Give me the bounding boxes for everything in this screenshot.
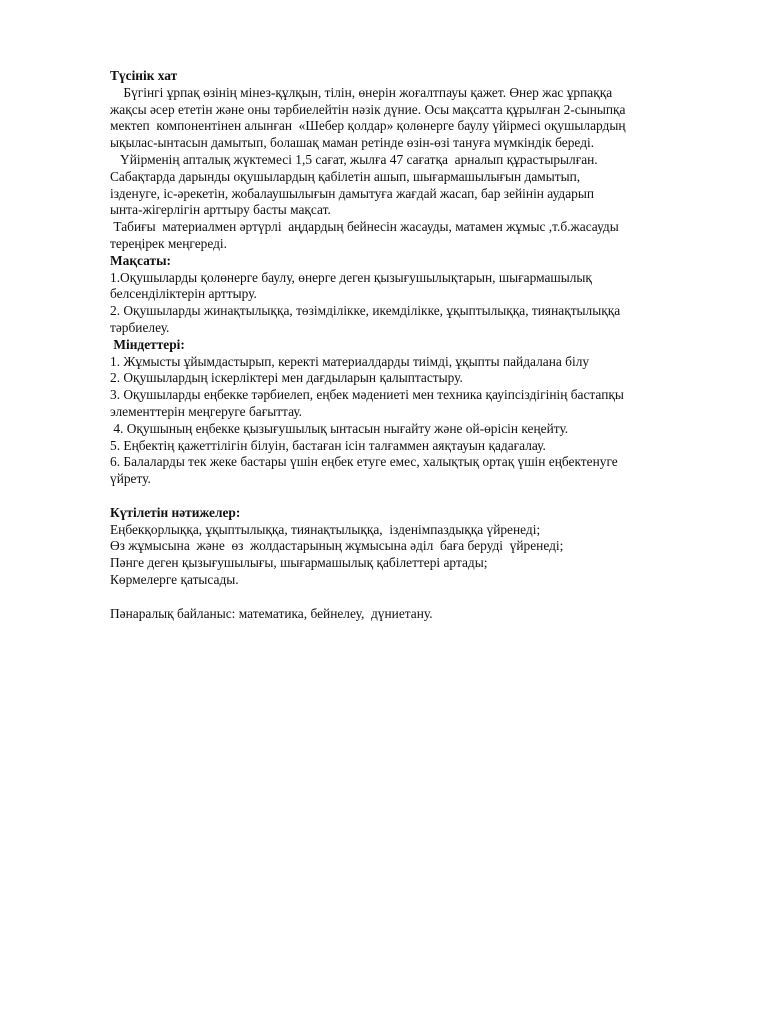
- intro-line: тереңірек меңгереді.: [110, 235, 227, 251]
- section-spacer: [110, 488, 714, 505]
- links-section: [110, 606, 714, 623]
- intro-line: Үйірменің апталық жүктемесі 1,5 сағат, жылға 47 сағатқа арналып құрастырылған.: [110, 151, 598, 167]
- tasks-line: үйрету.: [110, 471, 151, 487]
- results-line: Өз жұмысына және өз жолдастарының жұмысына әділ баға беруді үйренеді;: [110, 538, 564, 554]
- tasks-line: 1. Жұмысты ұйымдастырып, керекті материалдарды тиімді, ұқыпты пайдалана білу: [110, 353, 590, 369]
- intro-line: Табиғы материалмен әртүрлі аңдардың бейнесін жасауды, матамен жұмыс ,т.б.жасауды: [110, 219, 619, 235]
- document-title: Түсінік хат: [110, 68, 178, 83]
- intro-section: [110, 85, 714, 253]
- goals-line: белсенділіктерін арттыру.: [110, 286, 257, 302]
- tasks-heading: Міндеттері:: [110, 336, 185, 352]
- results-heading: Күтілетін нәтижелер:: [110, 504, 241, 520]
- tasks-line: элементтерін меңгеруге бағыттау.: [110, 403, 303, 419]
- interdisciplinary-links: Пәнаралық байланыс: математика, бейнелеу, дүниетану.: [110, 605, 433, 621]
- document-page: [110, 68, 714, 622]
- tasks-line: 2. Оқушылардың іскерліктері мен дағдыларын қалыптастыру.: [110, 370, 463, 386]
- tasks-line: 4. Оқушының еңбекке қызығушылық ынтасын нығайту және ой-өрісін кеңейту.: [110, 420, 569, 436]
- section-spacer: [110, 589, 714, 606]
- tasks-section: [110, 337, 714, 488]
- intro-line: Сабақтарда дарынды оқушылардың қабілетін ашып, шығармашылығын дамытып,: [110, 168, 581, 184]
- intro-line: мектеп компонентінен алынған «Шебер қолдар» қолөнерге баулу үйірмесі оқушылардың: [110, 118, 626, 134]
- intro-line: ынта-жігерлігін арттыру басты мақсат.: [110, 202, 331, 218]
- results-line: Пәнге деген қызығушылығы, шығармашылық қабілеттері артады;: [110, 555, 488, 571]
- results-section: [110, 505, 714, 589]
- tasks-line: 6. Балаларды тек жеке бастары үшін еңбек етуге емес, халықтық ортақ үшін еңбектенуге: [110, 454, 618, 470]
- intro-line: ықылас-ынтасын дамытып, болашақ маман ретінде өзін-өзі тануға мүмкіндік береді.: [110, 135, 595, 151]
- tasks-line: 5. Еңбектің қажеттілігін білуін, бастаған ісін талғаммен аяқтауын қадағалау.: [110, 437, 546, 453]
- goals-line: 2. Оқушыларды жинақтылыққа, төзімділікке, икемділікке, ұқыптылыққа, тиянақтылыққа: [110, 303, 621, 319]
- goals-line: 1.Оқушыларды қолөнерге баулу, өнерге деген қызығушылықтарын, шығармашылық: [110, 269, 592, 285]
- goals-line: тәрбиелеу.: [110, 319, 170, 335]
- intro-line: жақсы әсер ететін және оны тәрбиелейтін нәзік дүние. Осы мақсатта құрылған 2-сыныпқа: [110, 101, 626, 117]
- results-line: Көрмелерге қатысады.: [110, 571, 239, 587]
- intro-line: ізденуге, іс-әрекетін, жобалаушылығын дамытуға жағдай жасап, бар зейінін аударып: [110, 185, 595, 201]
- tasks-line: 3. Оқушыларды еңбекке тәрбиелеп, еңбек мәдениеті мен техника қауіпсіздігінің бастапқы: [110, 387, 624, 403]
- intro-line: Бүгінгі ұрпақ өзінің мінез-құлқын, тілін, өнерін жоғалтпауы қажет. Өнер жас ұрпаққа: [110, 84, 613, 100]
- goals-section: [110, 253, 714, 337]
- results-line: Еңбекқорлыққа, ұқыптылыққа, тиянақтылыққа, ізденімпаздыққа үйренеді;: [110, 521, 541, 537]
- goals-heading: Мақсаты:: [110, 252, 171, 268]
